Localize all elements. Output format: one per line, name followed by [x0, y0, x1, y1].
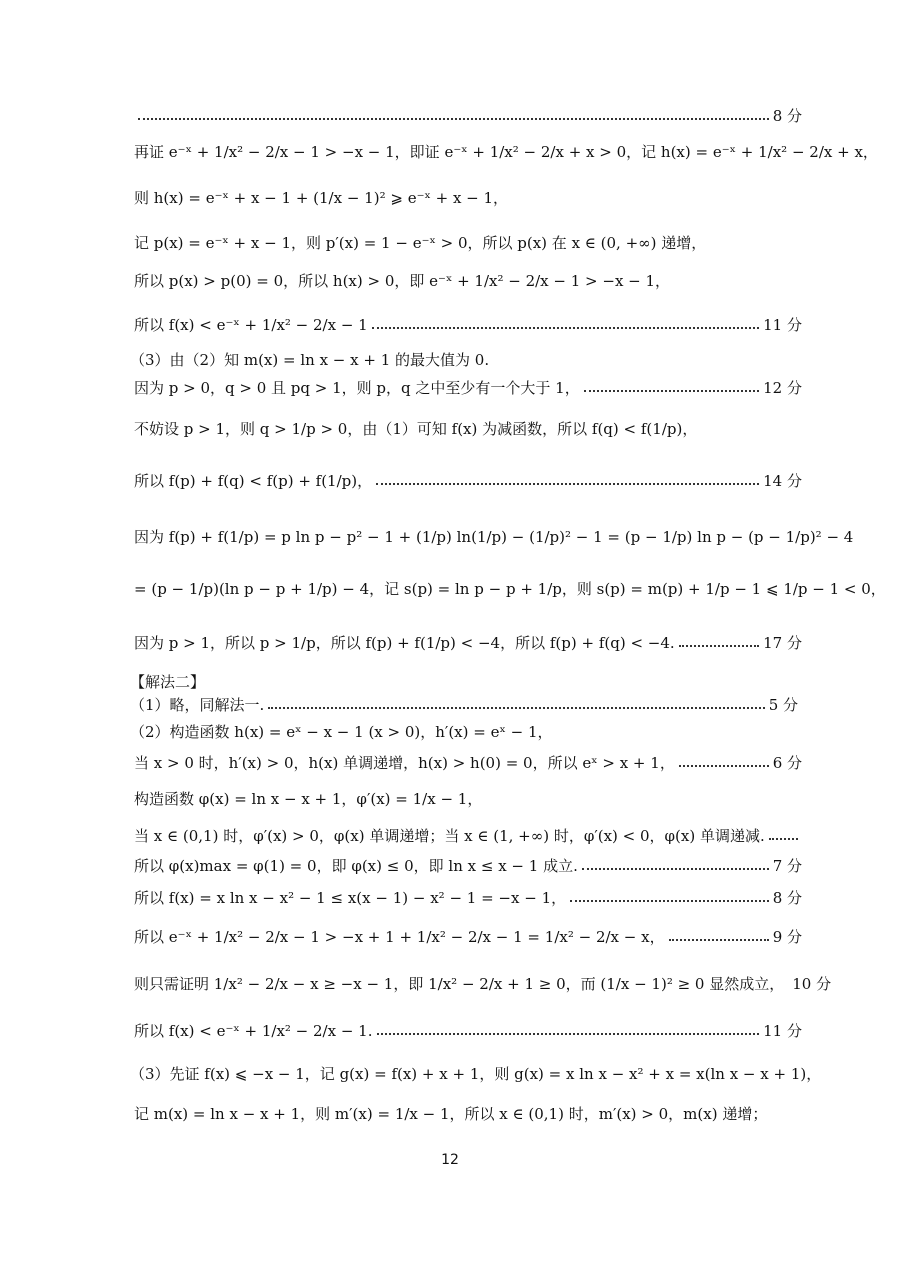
solution-line [134, 273, 802, 290]
solution-line [130, 1065, 822, 1083]
score-mark: 8 分 [772, 889, 802, 907]
line-text: 所以 f(x) < e⁻ˣ + 1/x² − 2/x − 1. [134, 1022, 373, 1040]
line-text: 再证 e⁻ˣ + 1/x² − 2/x − 1 > −x − 1，即证 e⁻ˣ + 1/x² − 2/x + x > 0，记 h(x) = e⁻ˣ + 1/x² − 2/x + x， [134, 143, 878, 161]
solution-line [134, 421, 802, 438]
line-text: 【解法二】 [130, 673, 206, 691]
line-text: 因为 f(p) + f(1/p) = p ln p − p² − 1 + (1/p) ln(1/p) − (1/p)² − 1 = (p − 1/p) ln p − (p − 1/p)² − 4 [134, 528, 854, 546]
solution-line [134, 755, 802, 772]
solution-line [134, 580, 886, 598]
line-text: 则只需证明 1/x² − 2/x − x ≥ −x − 1，即 1/x² − 2/x + 1 ≥ 0，而 (1/x − 1)² ≥ 0 显然成立， [134, 975, 785, 993]
line-text: 所以 φ(x)max = φ(1) = 0，即 φ(x) ≤ 0，即 ln x ≤ x − 1 成立. [134, 857, 578, 875]
solution-line [134, 317, 802, 334]
solution-line [134, 890, 802, 907]
score-mark: 14 分 [763, 472, 802, 490]
leader-dots [376, 483, 759, 485]
score-mark: 9 分 [772, 928, 802, 946]
leader-dots [138, 118, 769, 120]
line-text: 当 x ∈ (0,1) 时，φ′(x) > 0，φ(x) 单调递增；当 x ∈ (1, +∞) 时，φ′(x) < 0，φ(x) 单调递减. [134, 827, 765, 845]
solution-line [134, 828, 802, 845]
solution-line [134, 528, 854, 546]
line-text: 不妨设 p > 1，则 q > 1/p > 0，由（1）可知 f(x) 为减函数，所以 f(q) < f(1/p)， [134, 420, 698, 438]
leader-dots [669, 939, 769, 941]
line-text: 记 p(x) = e⁻ˣ + x − 1，则 p′(x) = 1 − e⁻ˣ > 0，所以 p(x) 在 x ∈ (0, +∞) 递增， [134, 234, 707, 252]
score-mark: 7 分 [772, 857, 802, 875]
leader-dots [679, 765, 769, 767]
solution-line [134, 143, 878, 161]
solution-line [134, 473, 802, 490]
line-text: 因为 p > 0，q > 0 且 pq > 1，则 p，q 之中至少有一个大于 1， [134, 379, 580, 397]
leader-dots [679, 645, 759, 647]
solution-line [130, 724, 798, 741]
solution-line [130, 697, 798, 714]
line-text: 所以 f(x) < e⁻ˣ + 1/x² − 2/x − 1 [134, 316, 368, 334]
leader-dots [584, 390, 759, 392]
solution-line [134, 975, 832, 993]
solution-line [134, 791, 802, 808]
solution-line [134, 929, 802, 946]
leader-dots [582, 868, 769, 870]
line-text: 所以 f(p) + f(q) < f(p) + f(1/p)， [134, 472, 373, 490]
solution-line [134, 635, 802, 652]
leader-dots [268, 707, 764, 709]
score-mark: 6 分 [772, 754, 802, 772]
leader-dots [372, 327, 759, 329]
leader-dots [769, 838, 798, 840]
score-mark: 10 分 [792, 975, 832, 993]
solution-line [134, 380, 802, 397]
page-number: 12 [441, 1152, 459, 1168]
solution-line [134, 858, 802, 875]
line-text: 所以 p(x) > p(0) = 0，所以 h(x) > 0，即 e⁻ˣ + 1/x² − 2/x − 1 > −x − 1， [134, 272, 671, 290]
line-text: （3）由（2）知 m(x) = ln x − x + 1 的最大值为 0. [130, 351, 490, 369]
solution-line [134, 1023, 802, 1040]
score-mark: 17 分 [763, 634, 802, 652]
line-text: 则 h(x) = e⁻ˣ + x − 1 + (1/x − 1)² ⩾ e⁻ˣ + x − 1， [134, 189, 509, 207]
line-text: 记 m(x) = ln x − x + 1，则 m′(x) = 1/x − 1，所以 x ∈ (0,1) 时，m′(x) > 0，m(x) 递增； [134, 1105, 768, 1123]
line-text: （1）略，同解法一. [130, 696, 265, 714]
line-text: （3）先证 f(x) ⩽ −x − 1，记 g(x) = f(x) + x + 1，则 g(x) = x ln x − x² + x = x(ln x − x + 1)， [130, 1065, 822, 1083]
line-text: 当 x > 0 时，h′(x) > 0，h(x) 单调递增，h(x) > h(0) = 0，所以 eˣ > x + 1， [134, 754, 675, 772]
line-text: = (p − 1/p)(ln p − p + 1/p) − 4，记 s(p) = ln p − p + 1/p，则 s(p) = m(p) + 1/p − 1 ⩽ 1/p − 1 < 0， [134, 580, 886, 598]
line-text: （2）构造函数 h(x) = eˣ − x − 1 (x > 0)，h′(x) = eˣ − 1， [130, 723, 553, 741]
leader-dots [377, 1033, 760, 1035]
line-text: 因为 p > 1，所以 p > 1/p，所以 f(p) + f(1/p) < −4，所以 f(p) + f(q) < −4. [134, 634, 675, 652]
solution-line [130, 352, 798, 369]
line-text: 所以 f(x) = x ln x − x² − 1 ≤ x(x − 1) − x² − 1 = −x − 1， [134, 889, 567, 907]
score-mark: 5 分 [768, 696, 798, 714]
leader-dots [570, 900, 769, 902]
solution-line [134, 235, 802, 252]
score-mark: 12 分 [763, 379, 802, 397]
solution-line [130, 674, 798, 691]
score-mark: 11 分 [763, 316, 802, 334]
score-mark: 11 分 [763, 1022, 802, 1040]
line-text: 构造函数 φ(x) = ln x − x + 1，φ′(x) = 1/x − 1， [134, 790, 483, 808]
line-text: 所以 e⁻ˣ + 1/x² − 2/x − 1 > −x + 1 + 1/x² − 2/x − 1 = 1/x² − 2/x − x， [134, 928, 665, 946]
solution-line [134, 1106, 802, 1123]
solution-line [134, 108, 802, 125]
solution-line [134, 190, 802, 207]
score-mark: 8 分 [772, 107, 802, 125]
